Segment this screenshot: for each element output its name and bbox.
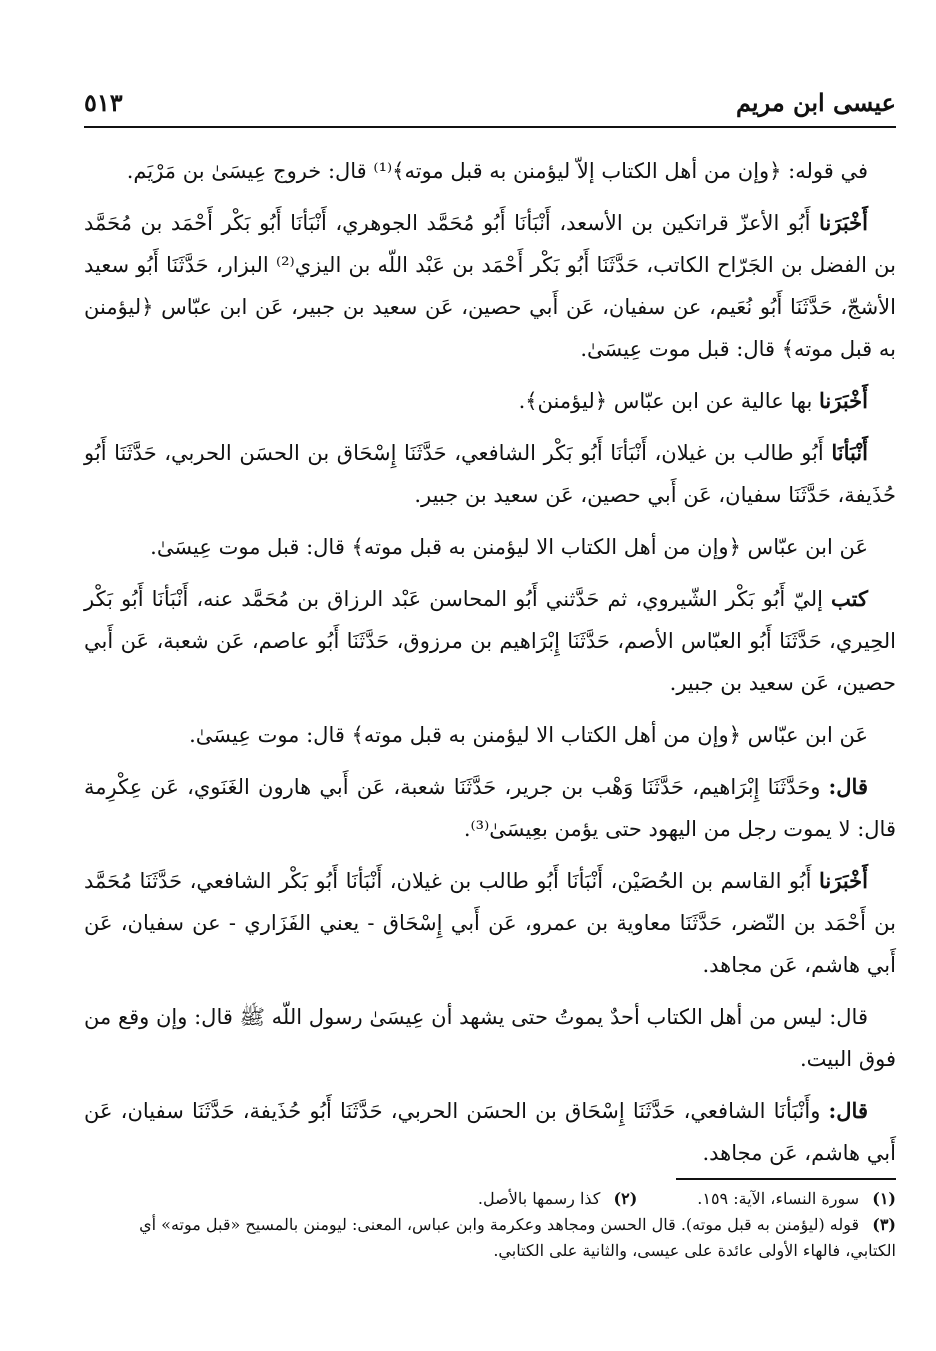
paragraph-text: عَن ابن عبّاس ﴿وإن من أهل الكتاب الا ليؤمنن به قبل موته﴾ قال: قبل موت عِيسَىٰ. (150, 535, 868, 559)
paragraph (84, 526, 896, 568)
footnote-text: سورة النساء، الآية: ١٥٩. (697, 1189, 860, 1208)
footnote-1 (697, 1186, 896, 1212)
paragraph-text: عَن ابن عبّاس ﴿وإن من أهل الكتاب الا ليؤمنن به قبل موته﴾ قال: موت عِيسَىٰ. (189, 723, 868, 747)
paragraph-lead: أَخْبَرَنا (819, 210, 868, 235)
paragraph-lead: قال: (828, 1098, 868, 1123)
paragraph-lead: كتب (831, 586, 868, 611)
footnotes (84, 1186, 896, 1264)
page-header (84, 88, 896, 124)
footnote-row (84, 1186, 896, 1212)
header-divider (84, 126, 896, 128)
paragraph-text: وأَنْبَأنَا الشافعي، حَدَّثَنَا إِسْحَاق بن الحسَن الحربي، حَدَّثَنَا أَبُو حُذَيفة، حَدَّثَنَا سفيان، عَن أَبي هاشم، عَن مجاهد. (84, 1099, 896, 1165)
page-number: ٥١٣ (84, 88, 123, 117)
footnote-text: كذا رسمها بالأصل. (477, 1189, 601, 1208)
paragraph-text: إليّ أَبُو بَكْر الشّيروي، ثم حَدَّثني أَبُو المحاسن عَبْد الرزاق بن مُحَمَّد عنه، أَنْبَأنَا أَبُو بَكْر الحِيري، حَدَّثَنَا أَبُو العبّاس الأصم، حَدَّثَنَا إِبْرَاهيم بن مرزوق، حَدَّثَنَا أَبُو عاصم، عَن شعبة، عَن أَبي حصين، عَن سعيد بن جبير. (84, 587, 896, 695)
footnote-number: (١) (872, 1189, 896, 1208)
paragraph-lead: أَخْبَرَنا (819, 868, 868, 893)
footnote-3 (84, 1212, 896, 1264)
paragraph (84, 860, 896, 986)
paragraph (84, 432, 896, 516)
paragraph-text: في قوله: ﴿وإن من أهل الكتاب إلاّ ليؤمنن به قبل موته﴾⁽¹⁾ قال: خروج عِيسَىٰ بن مَرْيَم. (126, 159, 868, 183)
paragraph (84, 1090, 896, 1174)
main-text (84, 150, 896, 1184)
footnote-number: (٢) (613, 1189, 638, 1208)
paragraph-text: أَبُو الأعزّ قراتكين بن الأسعد، أَنْبَأنَا أَبُو مُحَمَّد الجوهري، أَنْبَأنَا أَبُو بَكْر أَحْمَد بن مُحَمَّد بن الفضل بن الجَرّاح الكاتب، حَدَّثَنَا أَبُو بَكْر أَحْمَد بن عَبْد اللّه بن اليزي⁽²⁾ البزار، حَدَّثَنَا أَبُو سعيد الأشجّ، حَدَّثَنَا أَبُو نُعَيم، عن سفيان، عَن أَبي حصين، عَن سعيد بن جبير، عَن ابن عبّاس ﴿ليؤمنن به قبل موته﴾ قال: قبل موت عِيسَىٰ. (84, 211, 897, 361)
footnote-2 (478, 1186, 637, 1212)
paragraph (84, 380, 896, 422)
paragraph-text: أَبُو القاسم بن الحُصَيْن، أَنْبَأنَا أَبُو طالب بن غيلان، أَنْبَأنَا أَبُو بَكْر الشافعي، حَدَّثَنَا مُحَمَّد بن أَحْمَد بن النّضر، حَدَّثَنَا معاوية بن عمرو، عَن أَبي إِسْحَاق - يعني الفَزَاري - عن سفيان، عَن أَبي هاشم، عَن مجاهد. (84, 869, 896, 977)
paragraph (84, 202, 896, 370)
paragraph (84, 150, 896, 192)
paragraph (84, 578, 896, 704)
paragraph (84, 996, 896, 1080)
footnote-number: (٣) (872, 1215, 896, 1234)
paragraph (84, 766, 896, 850)
footnote-text: قوله (ليؤمنن به قبل موته). قال الحسن ومجاهد وعكرمة وابن عباس، المعنى: ليومنن بالمسيح «قبل موته» أي الكتابي، فالهاء الأولى عائدة على عيسى، والثانية على الكتابي. (139, 1215, 896, 1260)
paragraph-text: بها عالية عن ابن عبّاس ﴿ليؤمنن﴾. (518, 389, 813, 413)
paragraph-text: أَبُو طالب بن غيلان، أَنْبَأنَا أَبُو بَكْر الشافعي، حَدَّثَنَا إِسْحَاق بن الحسَن الحربي، حَدَّثَنَا أَبُو حُذَيفة، حَدَّثَنَا سفيان، عَن أَبي حصين، عَن سعيد بن جبير. (84, 441, 896, 507)
paragraph-lead: أَخْبَرَنا (819, 388, 868, 413)
running-title: عيسى ابن مريم (735, 88, 896, 117)
paragraph (84, 714, 896, 756)
paragraph-text: وحَدَّثَنَا إِبْرَاهيم، حَدَّثَنَا وَهْب بن جرير، حَدَّثَنَا شعبة، عَن أَبي هارون الغَنَوي، عَن عِكْرِمة قال: لا يموت رجل من اليهود حتى يؤمن بعِيسَىٰ⁽³⁾. (84, 775, 896, 841)
footnote-divider (676, 1178, 896, 1180)
paragraph-lead: أَنْبَأنَا (831, 440, 868, 465)
paragraph-lead: قال: (828, 774, 868, 799)
paragraph-text: قال: ليس من أهل الكتاب أحدٌ يموتُ حتى يشهد أن عِيسَىٰ رسول اللّه ﷺ قال: وإن وقع من فوق البيت. (84, 1005, 896, 1071)
